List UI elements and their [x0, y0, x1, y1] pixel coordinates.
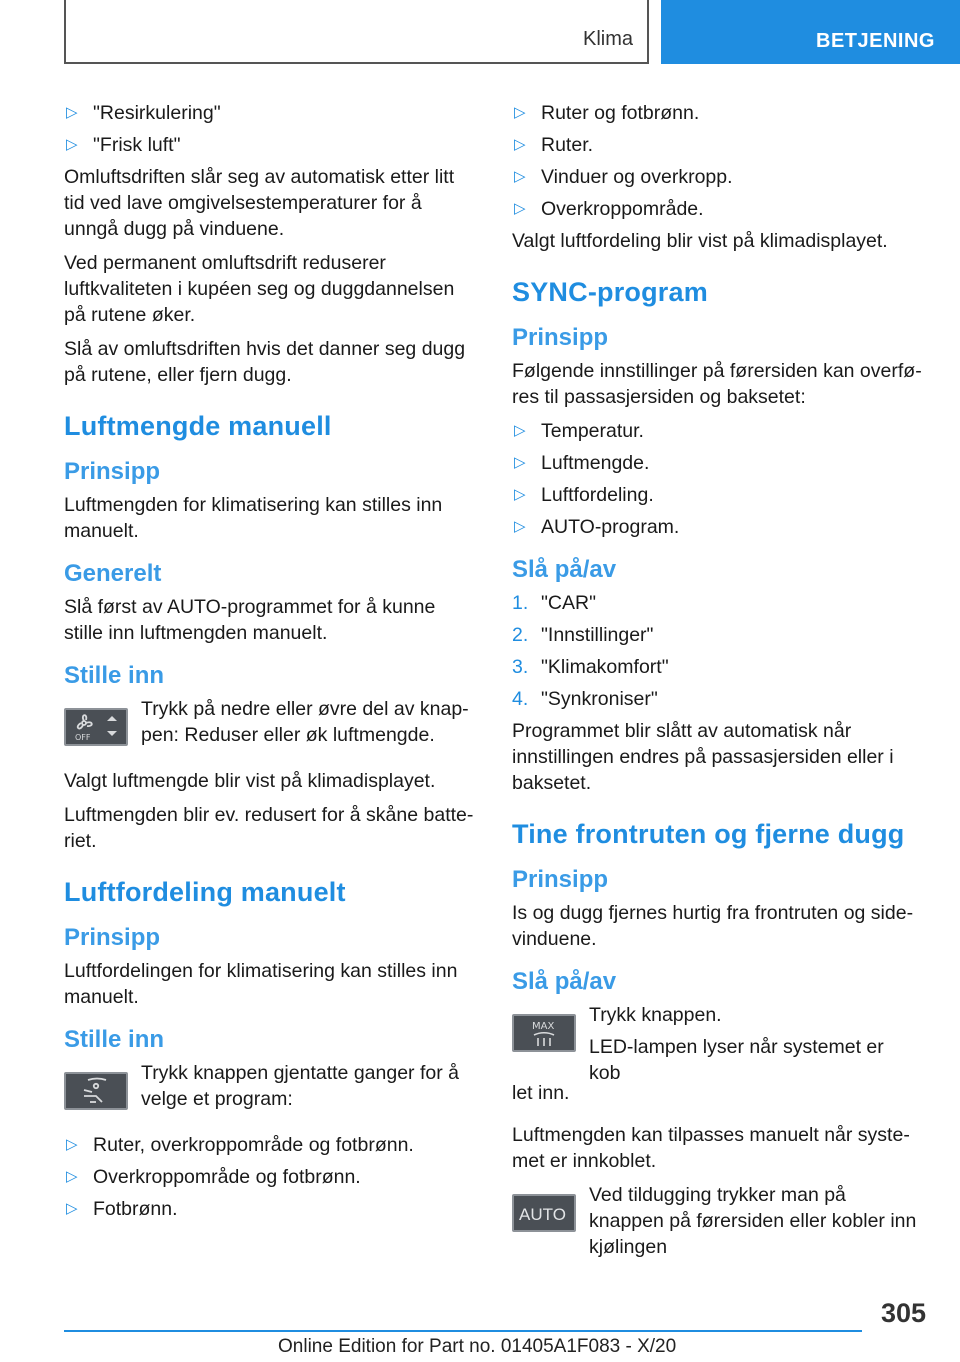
icon-instruction: [512, 1182, 926, 1260]
list-item: ▷ Ruter.: [512, 132, 926, 158]
icon-caption: Trykk på nedre eller øvre del av knappen: Reduser eller øk luftmengde.: [141, 698, 469, 746]
section-heading: Tine frontruten og fjerne dugg: [512, 819, 905, 849]
header-chapter-label: BETJENING: [816, 30, 935, 52]
paragraph: Valgt luftmengde blir vist på klimadisplayet.: [64, 770, 436, 792]
list-item: ▷ Fotbrønn.: [64, 1196, 476, 1222]
list-text: "CAR": [541, 592, 597, 614]
list-item: ▷ Luftmengde.: [512, 450, 926, 476]
subheading: Generelt: [64, 560, 162, 587]
list-text: "Synkroniser": [541, 688, 658, 710]
paragraph: Valgt luftfordeling blir vist på klimadisplayet.: [512, 230, 888, 252]
list-item: ▷ Overkroppområde og fotbrønn.: [64, 1164, 476, 1190]
footer-divider: [64, 1330, 862, 1332]
svg-text:MAX: MAX: [532, 1021, 555, 1032]
paragraph: Slå av omluftsdriften hvis det danner seg dugg på rutene, eller fjern dugg.: [64, 338, 466, 386]
list-number: 2.: [512, 624, 529, 646]
subheading: Slå på/av: [512, 968, 617, 995]
svg-text:AUTO: AUTO: [519, 1205, 566, 1224]
subheading: Prinsipp: [512, 324, 609, 351]
list-item: ▷ "Frisk luft": [64, 132, 476, 158]
list-item: ▷ Temperatur.: [512, 418, 926, 444]
paragraph: Ved permanent omluftsdrift reduserer luftkvaliteten i kupéen seg og duggdannelsen på rutene øker.: [64, 252, 455, 326]
icon-instruction: [64, 696, 476, 758]
section-heading: Luftfordeling manuelt: [64, 877, 346, 907]
list-item: ▷ Luftfordeling.: [512, 482, 926, 508]
header-section-box: [64, 0, 649, 64]
icon-caption: Trykk knappen gjentatte ganger for å velge et program:: [141, 1062, 459, 1110]
bullet-list: [64, 1132, 476, 1222]
subheading: Prinsipp: [512, 866, 609, 893]
paragraph: Omluftsdriften slår seg av automatisk etter litt tid ved lave omgivelsestemperaturer for å unngå dugg på vinduene.: [64, 166, 455, 240]
fan-button-icon: [64, 708, 128, 746]
list-text: "Innstillinger": [541, 624, 654, 646]
page-header: [0, 0, 960, 66]
left-column: [64, 100, 476, 1228]
paragraph: Luftmengden for klimatisering kan stilles inn manuelt.: [64, 494, 443, 542]
paragraph: Luftmengden blir ev. redusert for å skåne batteriet.: [64, 804, 474, 852]
numbered-list: [512, 590, 926, 712]
paragraph: Luftfordelingen for klimatisering kan stilles inn manuelt.: [64, 960, 458, 1008]
icon-instruction: [64, 1060, 476, 1122]
list-item: [512, 590, 926, 616]
footer-edition: Online Edition for Part no. 01405A1F083 - X/20: [278, 1336, 677, 1357]
bullet-list: [512, 418, 926, 540]
icon-caption: LED-lampen lyser når systemet er kob: [589, 1036, 884, 1084]
svg-text:OFF: OFF: [75, 733, 91, 742]
header-chapter-tab[interactable]: [661, 0, 960, 64]
paragraph: Is og dugg fjernes hurtig fra frontruten og sidevinduene.: [512, 902, 914, 950]
page-number: 305: [880, 1298, 926, 1328]
section-heading: SYNC-program: [512, 277, 708, 307]
list-number: 3.: [512, 656, 529, 678]
auto-button-icon: [512, 1194, 576, 1232]
subheading: Prinsipp: [64, 924, 161, 951]
list-item: ▷ Ruter og fotbrønn.: [512, 100, 926, 126]
right-column: [512, 100, 926, 1270]
subheading: Stille inn: [64, 662, 165, 689]
list-number: 4.: [512, 688, 529, 710]
paragraph: Luftmengden kan tilpasses manuelt når systemet er innkoblet.: [512, 1124, 910, 1172]
list-item: [512, 654, 926, 680]
list-item: [512, 622, 926, 648]
list-item: ▷ Vinduer og overkropp.: [512, 164, 926, 190]
subheading: Stille inn: [64, 1026, 165, 1053]
header-section-title: Klima: [582, 28, 633, 50]
paragraph: Slå først av AUTO-programmet for å kunne stille inn luftmengden manuelt.: [64, 596, 436, 644]
icon-caption: Ved tildugging trykker man på knappen på førersiden eller kobler inn kjølingen: [589, 1184, 917, 1258]
subheading: Prinsipp: [64, 458, 161, 485]
list-item: ▷ Overkroppområde.: [512, 196, 926, 222]
list-text: "Klimakomfort": [541, 656, 669, 678]
paragraph: Programmet blir slått av automatisk når innstillingen endres på passasjersiden eller i baksetet.: [512, 720, 894, 794]
list-item: ▷ Ruter, overkroppområde og fotbrønn.: [64, 1132, 476, 1158]
list-item: [512, 686, 926, 712]
max-defrost-button-icon: [512, 1014, 576, 1052]
paragraph: Følgende innstillinger på førersiden kan overføres til passasjersiden og baksetet:: [512, 360, 922, 408]
subheading: Slå på/av: [512, 556, 617, 583]
air-distribution-button-icon: [64, 1072, 128, 1110]
icon-caption: Trykk knappen.: [589, 1004, 722, 1026]
section-heading: Luftmengde manuell: [64, 411, 332, 441]
list-item: ▷ "Resirkulering": [64, 100, 476, 126]
paragraph: let inn.: [512, 1082, 570, 1104]
bullet-list: [512, 100, 926, 222]
list-number: 1.: [512, 592, 529, 614]
icon-instruction: [512, 1002, 926, 1086]
list-item: ▷ AUTO-program.: [512, 514, 926, 540]
bullet-list: [64, 100, 476, 158]
